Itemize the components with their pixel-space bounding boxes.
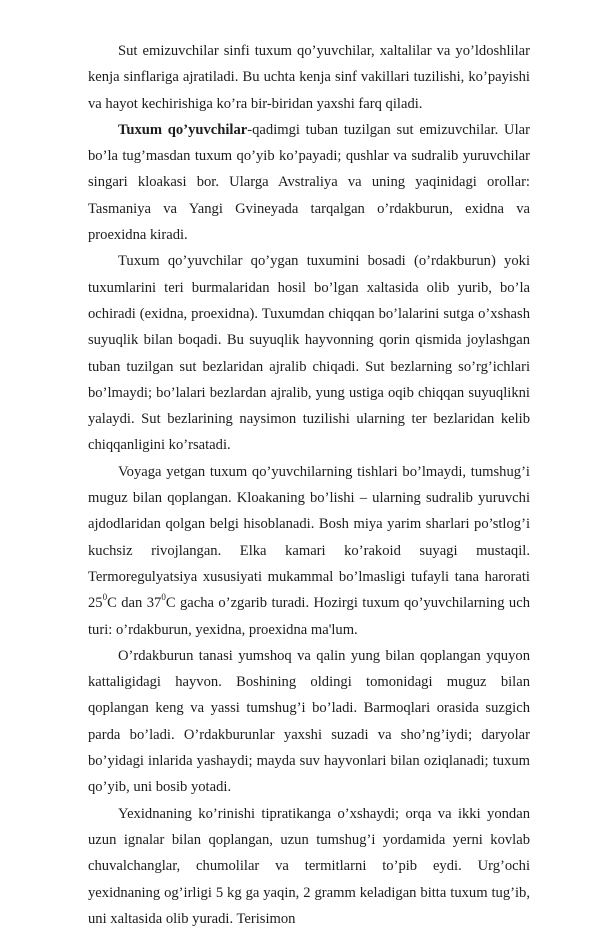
document-page (88, 38, 530, 932)
paragraph-text: C dan 37 (107, 595, 162, 612)
paragraph-text: -qadimgi tuban tuzilgan sut emizuvchilar. Ular bo’la tug’masdan tuxum qo’yib ko’payadi; qushlar va sudralib yuruvchilar singari kloakasi bor. Ularga Avstraliya va uning yaqinidagi orollar: Tasmaniya va Yangi Gvineyada tarqalgan o’rdakburun, exidna va proexidna kiradi. (88, 121, 530, 244)
paragraph-text: O’rdakburun tanasi yumshoq va qalin yung bilan qoplangan yquyon kattaligidagi hayvon. Boshining oldingi tomonidagi muguz bilan qoplangan keng va yassi tumshug’i bo’ladi. Barmoqlari orasida suzgich parda bo’ladi. O’rdakburunlar yaxshi suzadi va sho’ng’iydi; daryolar bo’yidagi inlarida yashaydi; mayda suv hayvonlari bilan oziqlanadi; tuxum qo’yib, uni bosib yotadi. (88, 647, 530, 796)
paragraph-text: Tuxum qo’yuvchilar qo’ygan tuxumini bosadi (o’rdakburun) yoki tuxumlarini teri burmalaridan hosil bo’lgan xaltasida olib yurib, bo’la ochiradi (exidna, proexidna). Tuxumdan chiqqan bo’lalarini sutga o’xshash suyuqlik bilan boqadi. Bu suyuqlik hayvonning qorin qismida joylashgan tuban tuzilgan sut bezlaridan ajralib chiqadi. Sut bezlarning so’rg’ichlari bo’lmaydi; bo’lalari bezlardan ajralib, yung ustiga oqib chiqqan suyuqlikni yalaydi. Sut bezlarining naysimon tuzilishi ularning ter bezlaridan kelib chiqqanligini ko’rsatadi. (88, 253, 530, 454)
paragraph-anatomy (88, 459, 530, 643)
bold-term: Tuxum qo’yuvchilar (118, 121, 248, 138)
paragraph-platypus (88, 643, 530, 801)
paragraph-text: Sut emizuvchilar sinfi tuxum qo’yuvchilar, xaltalilar va yo’ldoshlilar kenja sinflariga ajratiladi. Bu uchta kenja sinf vakillari tuzilishi, ko’payishi va hayot kechirishiga ko’ra bir-biridan yaxshi farq qiladi. (88, 43, 530, 112)
paragraph-monotremes-definition (88, 117, 530, 248)
paragraph-text: Yexidnaning ko’rinishi tipratikanga o’xshaydi; orqa va ikki yondan uzun ignalar bilan qoplangan, uzun tumshug’i yordamida yerni kovlab chuvalchanglar, chumolilar va termitlarni to’pib eydi. Urg’ochi yexidnaning og’irligi 5 kg ga yaqin, 2 gramm keladigan bitta tuxum tug’ib, uni xaltasida olib yuradi. Terisimon (88, 805, 530, 927)
superscript: 0 (161, 592, 166, 603)
superscript: 0 (102, 592, 108, 603)
paragraph-text: C gacha o’zgarib turadi. Hozirgi tuxum qo’yuvchilarning uch turi: o’rdakburun, yexidna, proexidna ma'lum. (88, 595, 530, 638)
paragraph-text: Voyaga yetgan tuxum qo’yuvchilarning tishlari bo’lmaydi, tumshug’i muguz bilan qoplangan. Kloakaning bo’lishi – ularning sudralib yuruvchi ajdodlaridan qolgan belgi hisoblanadi. Bosh miya yarim sharlari po’stlog’i kuchsiz rivojlangan. Elka kamari ko’rakoid suyagi mustaqil. Termoregulyatsiya xususiyati mukammal bo’lmasligi tufayli tana harorati 25 (88, 463, 530, 612)
paragraph-echidna (88, 801, 530, 932)
paragraph-subclasses (88, 38, 530, 117)
paragraph-reproduction (88, 248, 530, 458)
